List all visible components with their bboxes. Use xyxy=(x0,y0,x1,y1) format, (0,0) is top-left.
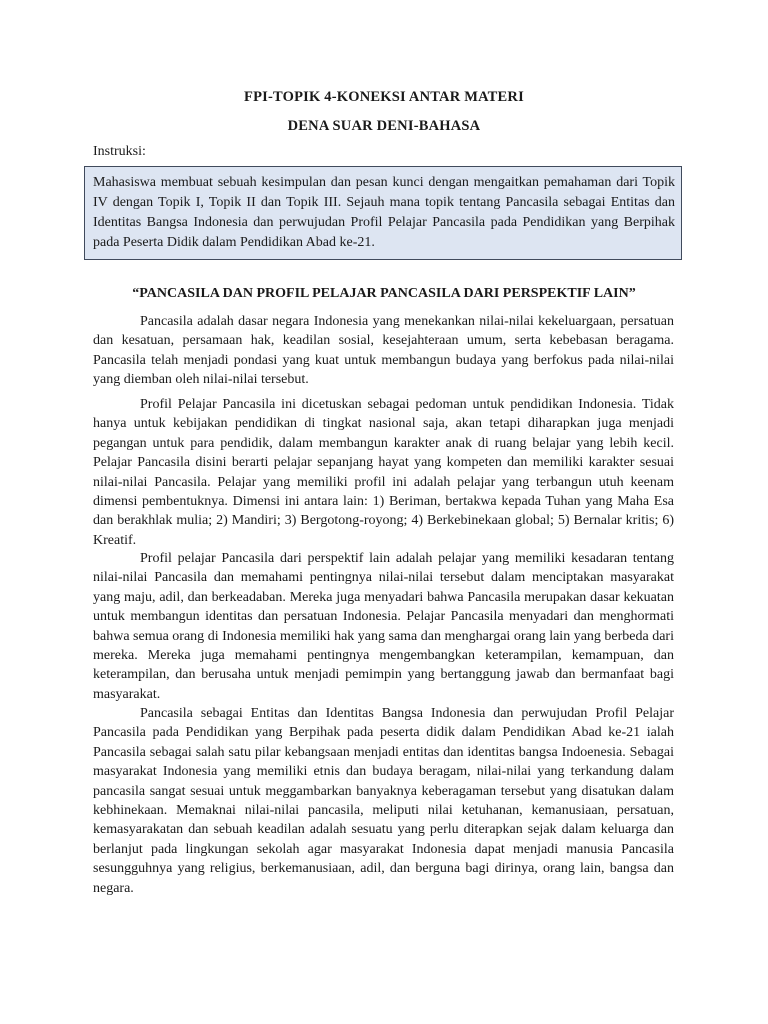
essay-title: “PANCASILA DAN PROFIL PELAJAR PANCASILA DARI PERSPEKTIF LAIN” xyxy=(132,286,636,301)
paragraph-4: Pancasila sebagai Entitas dan Identitas Bangsa Indonesia dan perwujudan Profil Pelajar Pancasila pada Pendidikan yang Berpihak pada peserta didik dalam Pendidikan Abad ke-21 ialah Pancasila sebagai salah satu pilar kebangsaan menjadi entitas dan identitas bangsa Indoenesia. Sebagai masyarakat Indonesia yang memiliki etnis dan budaya beragam, nilai-nilai yang terkandung dalam pancasila sangat sesuai untuk meggambarkan banyaknya keberagaman tersebut yang disatukan dalam kebhinekaan. Memaknai nilai-nilai pancasila, meliputi nilai ketuhanan, kemanusiaan, persatuan, kemasyarakatan dan sebuah keadilan adalah sesuatu yang perlu diterapkan sejak dalam keluarga dan berlanjut pada lingkungan sekolah agar masyarakat Indonesia dapat menjadi manusia Pancasila sesungguhnya yang religius, berkemanusiaan, adil, dan berguna bagi dirinya, orang lain, bangsa dan negara. xyxy=(93,706,674,896)
instructions-box: Mahasiswa membuat sebuah kesimpulan dan pesan kunci dengan mengaitkan pemahaman dari Topik IV dengan Topik I, Topik II dan Topik III. Sejauh mana topik tentang Pancasila sebagai Entitas dan Identitas Bangsa Indonesia dan perwujudan Profil Pelajar Pancasila pada Pendidikan yang Berpihak pada Peserta Didik dalam Pendidikan Abad ke-21. xyxy=(84,166,682,260)
document-author: DENA SUAR DENI-BAHASA xyxy=(287,118,481,134)
paragraph-1: Pancasila adalah dasar negara Indonesia yang menekankan nilai-nilai kekeluargaan, persatuan dan kesatuan, persamaan hak, keadilan sosial, kesejahteraan umum, serta kebebasan beragama. Pancasila telah menjadi pondasi yang kuat untuk membangun budaya yang berfokus pada nilai-nilai yang diemban oleh nilai-nilai tersebut. xyxy=(93,314,674,388)
instructions-label: Instruksi: xyxy=(93,144,146,159)
document-title: FPI-TOPIK 4-KONEKSI ANTAR MATERI xyxy=(244,89,524,105)
paragraph-3: Profil pelajar Pancasila dari perspektif lain adalah pelajar yang memiliki kesadaran tentang nilai-nilai Pancasila dan memahami pentingnya nilai-nilai tersebut dalam menciptakan masyarakat yang maju, adil, dan berkeadaban. Mereka juga menyadari bahwa Pancasila merupakan dasar kekuatan untuk membangun identitas dan persatuan Indonesia. Pelajar Pancasila menyadari dan menghormati bahwa semua orang di Indonesia memiliki hak yang sama dan menghargai orang lain yang berbeda dari mereka. Mereka juga memahami pentingnya mengembangkan keterampilan, kemampuan, dan keterampilan, dan berusaha untuk menjadi pemimpin yang bertanggung jawab dan bermanfaat bagi masyarakat. xyxy=(93,551,674,702)
paragraph-2: Profil Pelajar Pancasila ini dicetuskan sebagai pedoman untuk pendidikan Indonesia. Tidak hanya untuk kebijakan pendidikan di tingkat nasional saja, akan tetapi diharapkan juga menjadi pegangan untuk para pendidik, dalam membangun karakter anak di ruang belajar yang lebih kecil. Pelajar Pancasila disini berarti pelajar sepanjang hayat yang kompeten dan memiliki karakter sesuai nilai-nilai Pancasila. Pelajar yang memiliki profil ini adalah pelajar yang terbangun utuh keenam dimensi pembentuknya. Dimensi ini antara lain: 1) Beriman, bertakwa kepada Tuhan yang Maha Esa dan berakhlak mulia; 2) Mandiri; 3) Bergotong-royong; 4) Berkebinekaan global; 5) Bernalar kritis; 6) Kreatif. xyxy=(93,397,674,548)
